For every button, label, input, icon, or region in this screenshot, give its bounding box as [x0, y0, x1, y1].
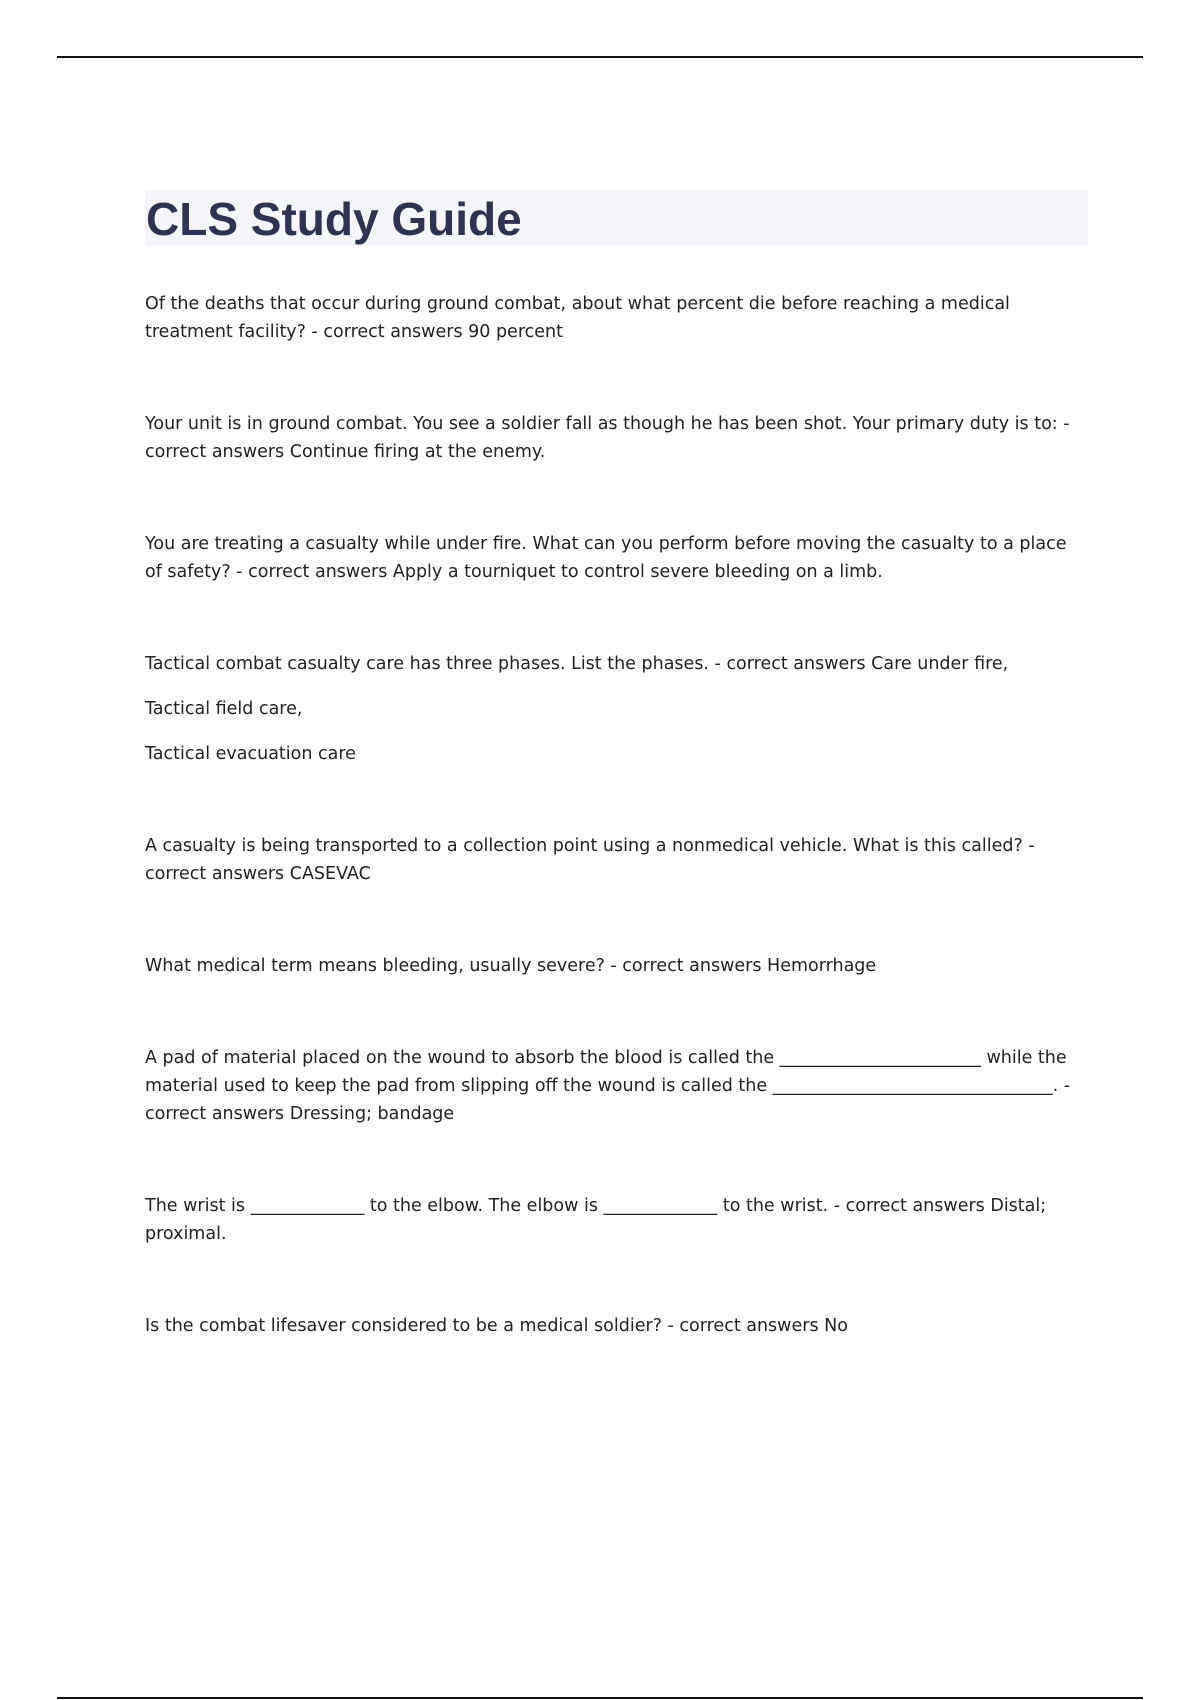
qa-text: Your unit is in ground combat. You see a soldier fall as though he has been shot. Your primary duty is to: - correct answers Continue firing at the enemy.: [145, 414, 1070, 462]
qa-item-3: [145, 530, 1085, 586]
qa-text: A pad of material placed on the wound to absorb the blood is called the _______________________ while the material used to keep the pad from slipping off the wound is called the ________________________________. - correct answers Dressing; bandage: [145, 1048, 1071, 1124]
qa-text: Is the combat lifesaver considered to be a medical soldier? - correct answers No: [145, 1316, 848, 1336]
qa-item-6: [145, 952, 1085, 980]
qa-text: Of the deaths that occur during ground combat, about what percent die before reaching a medical treatment facility? - correct answers 90 percent: [145, 294, 1010, 342]
study-guide-content: [145, 290, 1085, 1404]
qa-item-2: [145, 410, 1085, 466]
qa-text: You are treating a casualty while under fire. What can you perform before moving the casualty to a place of safety? - correct answers Apply a tourniquet to control severe bleeding on a limb.: [145, 534, 1067, 582]
qa-item-4: [145, 650, 1085, 768]
qa-item-8: [145, 1192, 1085, 1248]
qa-continuation: Tactical evacuation care: [145, 744, 356, 764]
qa-item-7: [145, 1044, 1085, 1128]
document-title: CLS Study Guide: [146, 193, 522, 245]
qa-text: What medical term means bleeding, usually severe? - correct answers Hemorrhage: [145, 956, 877, 976]
qa-item-5: [145, 832, 1085, 888]
qa-text: Tactical combat casualty care has three phases. List the phases. - correct answers Care under fire,: [145, 654, 1009, 674]
qa-continuation: Tactical field care,: [145, 699, 303, 719]
qa-item-9: [145, 1312, 1085, 1340]
qa-text: The wrist is _____________ to the elbow. The elbow is _____________ to the wrist. - correct answers Distal; proximal.: [145, 1196, 1047, 1244]
qa-text: A casualty is being transported to a collection point using a nonmedical vehicle. What is this called? - correct answers CASEVAC: [145, 836, 1035, 884]
qa-item-1: [145, 290, 1085, 346]
bottom-rule: [57, 1697, 1143, 1699]
top-rule: [57, 56, 1143, 58]
